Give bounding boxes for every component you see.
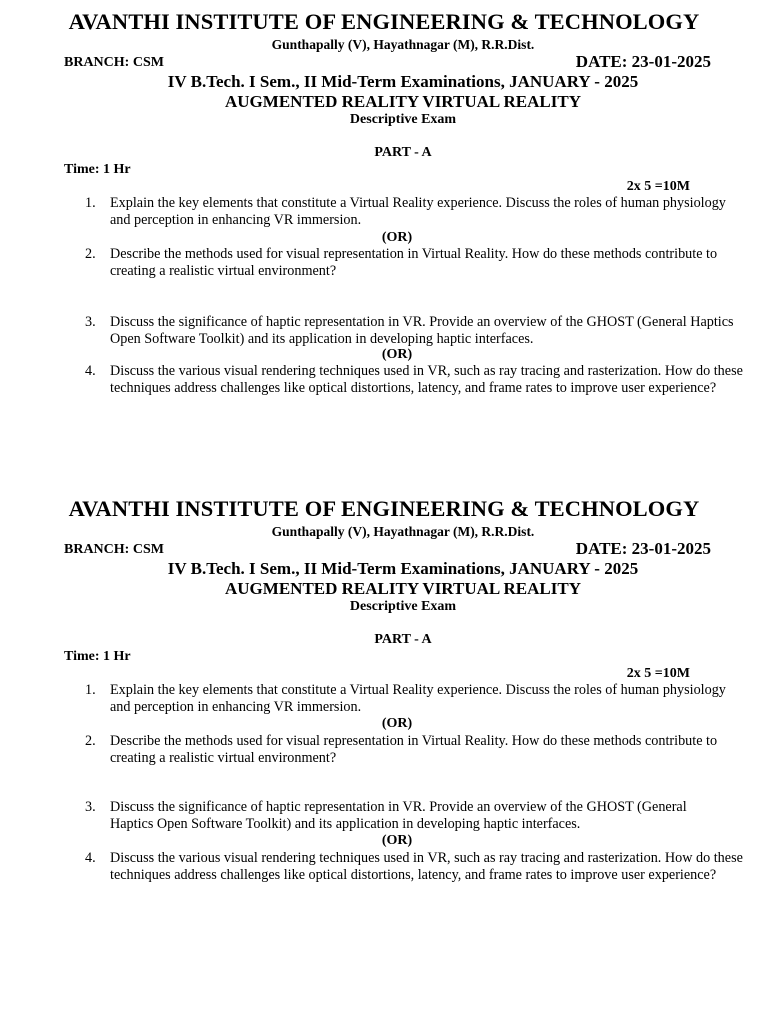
or-separator: (OR) [381,230,413,245]
exam-type: Descriptive Exam [349,112,457,127]
question-text: Discuss the significance of haptic representation in VR. Provide an overview of the GHOST (General Haptics Open Software Toolkit) and its application in developing haptic interfaces. [110,799,687,832]
question-item [85,363,745,397]
question-text: Discuss the various visual rendering techniques used in VR, such as ray tracing and rasterization. How do these techniques address challenges like optical distortions, latency, and frame rates to improve user experience? [110,363,743,396]
exam-title: IV B.Tech. I Sem., II Mid-Term Examinations, JANUARY - 2025 [167,72,639,91]
question-text: Describe the methods used for visual representation in Virtual Reality. How do these methods contribute to creating a realistic virtual environment? [110,733,718,766]
question-item [85,246,745,280]
branch-label: BRANCH: CSM [64,55,164,70]
question-item [85,314,745,348]
question-item [85,799,745,833]
time-allowed: Time: 1 Hr [64,649,131,664]
question-item [85,195,745,229]
question-number: 2. [85,246,96,262]
question-number: 1. [85,682,96,698]
institute-name: AVANTHI INSTITUTE OF ENGINEERING & TECHNOLOGY [68,496,700,521]
institute-address: Gunthapally (V), Hayathnagar (M), R.R.Dist. [271,37,535,52]
question-number: 4. [85,850,96,866]
subject-name: AUGMENTED REALITY VIRTUAL REALITY [225,579,581,598]
question-item [85,850,745,884]
exam-date: DATE: 23-01-2025 [575,539,711,558]
institute-address: Gunthapally (V), Hayathnagar (M), R.R.Dist. [271,524,535,539]
marks-scheme: 2x 5 =10M [626,666,690,681]
exam-type: Descriptive Exam [349,599,457,614]
question-text: Discuss the various visual rendering techniques used in VR, such as ray tracing and rasterization. How do these techniques address challenges like optical distortions, latency, and frame rates to improve user experience? [110,850,743,883]
question-text: Discuss the significance of haptic representation in VR. Provide an overview of the GHOST (General Haptics Open Software Toolkit) and its application in developing haptic interfaces. [110,314,734,347]
question-text: Explain the key elements that constitute a Virtual Reality experience. Discuss the roles of human physiology and perception in enhancing VR immersion. [110,682,726,715]
exam-title: IV B.Tech. I Sem., II Mid-Term Examinations, JANUARY - 2025 [167,559,639,578]
branch-label: BRANCH: CSM [64,542,164,557]
question-text: Explain the key elements that constitute a Virtual Reality experience. Discuss the roles of human physiology and perception in enhancing VR immersion. [110,195,726,228]
marks-scheme: 2x 5 =10M [626,179,690,194]
or-separator: (OR) [381,347,413,362]
subject-name: AUGMENTED REALITY VIRTUAL REALITY [225,92,581,111]
or-separator: (OR) [381,833,413,848]
question-text: Describe the methods used for visual representation in Virtual Reality. How do these methods contribute to creating a realistic virtual environment? [110,246,718,279]
question-number: 1. [85,195,96,211]
question-number: 3. [85,799,96,815]
question-number: 3. [85,314,96,330]
question-paper-bottom [0,487,768,974]
part-heading: PART - A [374,632,432,647]
question-item [85,733,745,767]
question-number: 4. [85,363,96,379]
time-allowed: Time: 1 Hr [64,162,131,177]
or-separator: (OR) [381,716,413,731]
institute-name: AVANTHI INSTITUTE OF ENGINEERING & TECHNOLOGY [68,9,700,34]
part-heading: PART - A [374,145,432,160]
question-paper-top [0,0,768,487]
exam-date: DATE: 23-01-2025 [575,52,711,71]
question-item [85,682,745,716]
question-number: 2. [85,733,96,749]
